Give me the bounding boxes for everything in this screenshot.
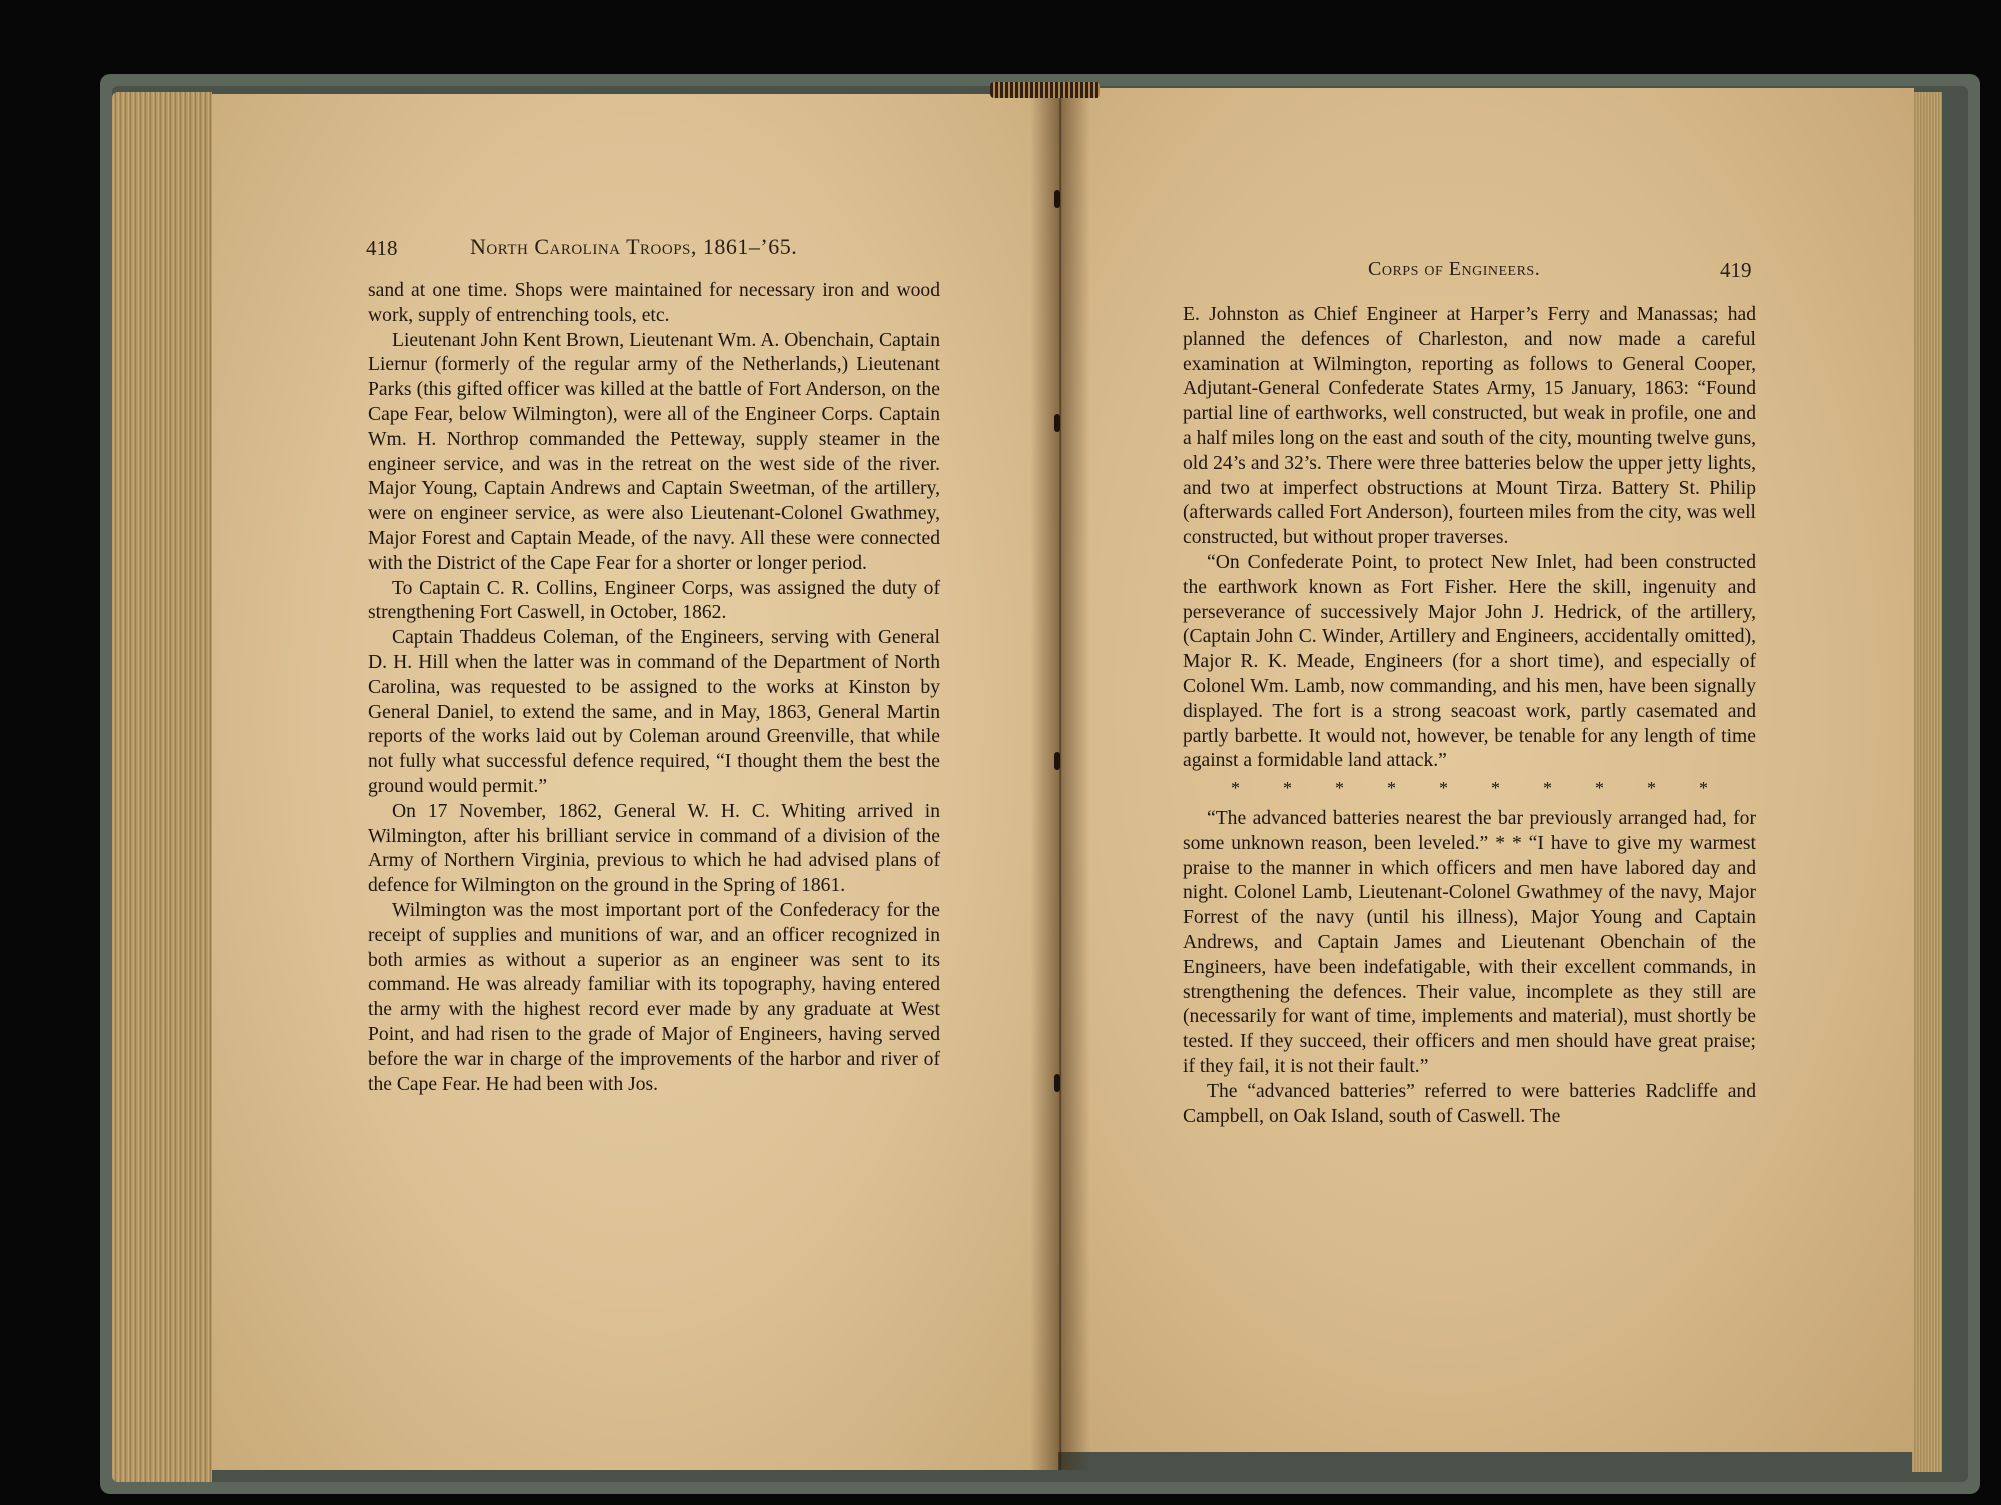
binding-stitch xyxy=(1054,190,1060,208)
paragraph: The “advanced batteries” referred to were batteries Radcliffe and Campbell, on Oak Island, south of Caswell. The xyxy=(1183,1080,1756,1127)
ellipsis-star: * xyxy=(1699,778,1708,799)
page-edges-left xyxy=(112,92,212,1482)
paragraph: On 17 November, 1862, General W. H. C. Whiting arrived in Wilmington, after his brilliant service in command of a division of the Army of Northern Virginia, previous to which he had advised plans of defence for Wilmington on the ground in the Spring of 1861. xyxy=(368,800,940,897)
ellipsis-star: * xyxy=(1387,778,1396,799)
paragraph: Captain Thaddeus Coleman, of the Engineers, serving with General D. H. Hill when the latter was in command of the Department of North Carolina, was requested to be assigned to the works at Kinston by General Daniel, to extend the same, and in May, 1863, General Martin reports of the works laid out by Coleman around Greenville, that while not fully what successful defence required, “I thought them the best the ground would permit.” xyxy=(368,627,940,797)
page-edges-right xyxy=(1912,92,1942,1472)
paragraph: Wilmington was the most important port of the Confederacy for the receipt of supplies and munitions of war, and an officer recognized in both armies as without a superior as an engineer was sent to its command. He was already familiar with its topography, having entered the army with the highest record ever made by any graduate at West Point, and had risen to the grade of Major of Engineers, having served before the war in charge of the improvements of the harbor and river of the Cape Fear. He had been with Jos. xyxy=(368,899,940,1095)
right-body-before-stars xyxy=(1183,303,1756,774)
ellipsis-star: * xyxy=(1335,778,1344,799)
right-body-after-stars xyxy=(1183,807,1756,1129)
ellipsis-star: * xyxy=(1283,778,1292,799)
paragraph: “On Confederate Point, to protect New Inlet, had been constructed the earthwork known as Fort Fisher. Here the skill, ingenuity and perseverance of successively Major John J. Hedrick, of the artillery, (Captain John C. Winder, Artillery and Engineers, accidentally omitted), Major R. K. Meade, Engineers (for a short time), and especially of Colonel Wm. Lamb, now commanding, and his men, have been signally displayed. The fort is a strong seacoast work, partly casemated and partly barbette. It would not, however, be tenable for any length of time against a formidable land attack.” xyxy=(1183,551,1756,772)
paragraph: sand at one time. Shops were maintained for necessary iron and wood work, supply of entrenching tools, etc. xyxy=(368,280,940,326)
binding-stitch xyxy=(1054,1074,1060,1092)
headband xyxy=(990,82,1100,98)
ellipsis-star: * xyxy=(1231,778,1240,799)
left-running-head: North Carolina Troops, 1861–’65. xyxy=(470,234,798,259)
left-page-number: 418 xyxy=(366,236,398,260)
binding-stitch xyxy=(1054,414,1060,432)
binding-stitch xyxy=(1054,752,1060,770)
ellipsis-star: * xyxy=(1647,778,1656,799)
book-gutter xyxy=(1030,90,1090,1470)
ellipsis-star: * xyxy=(1491,778,1500,799)
paragraph: To Captain C. R. Collins, Engineer Corps, was assigned the duty of strengthening Fort Caswell, in October, 1862. xyxy=(368,577,940,624)
right-running-head: Corps of Engineers. xyxy=(1368,258,1541,280)
ellipsis-stars xyxy=(1183,776,1756,801)
left-page-body xyxy=(368,279,940,1097)
ellipsis-star: * xyxy=(1543,778,1552,799)
paragraph: Lieutenant John Kent Brown, Lieutenant Wm. A. Obenchain, Captain Liernur (formerly of the regular army of the Netherlands,) Lieutenant Parks (this gifted officer was killed at the battle of Fort Anderson, on the Cape Fear, below Wilmington), were all of the Engineer Corps. Captain Wm. H. Northrop commanded the Petteway, supply steamer in the engineer service, and was in the retreat on the west side of the river. Major Young, Captain Andrews and Captain Sweetman, of the artillery, were on engineer service, as were also Lieutenant-Colonel Gwathmey, Major Forest and Captain Meade, of the navy. All these were connected with the District of the Cape Fear for a shorter or longer period. xyxy=(368,329,940,574)
right-page-body xyxy=(1183,303,1756,1129)
paragraph: “The advanced batteries nearest the bar previously arranged had, for some unknown reason, been leveled.” * * “I have to give my warmest praise to the manner in which officers and men have labored day and night. Colonel Lamb, Lieutenant-Colonel Gwathmey of the navy, Major Forrest of the navy (until his illness), Major Young and Captain Andrews, and Captain James and Lieutenant Obenchain of the Engineers, have been indefatigable, with their excellent commands, in strengthening the defences. Their value, incomplete as they still are (necessarily for want of time, implements and material), must shortly be tested. If they succeed, their officers and men should have great praise; if they fail, it is not their fault.” xyxy=(1183,807,1756,1077)
ellipsis-star: * xyxy=(1439,778,1448,799)
right-page-number: 419 xyxy=(1720,258,1752,282)
paragraph: E. Johnston as Chief Engineer at Harper’s Ferry and Manassas; had planned the defences of Charleston, and now made a careful examination at Wilmington, reporting as follows to General Cooper, Adjutant-General Confederate States Army, 15 January, 1863: “Found partial line of earthworks, well constructed, but weak in profile, one and a half miles long on the east and south of the city, mounting twelve guns, old 24’s and 32’s. There were three batteries below the upper jetty lights, and two at imperfect obstructions at Mount Tirza. Battery St. Philip (afterwards called Fort Anderson), fourteen miles from the city, was well constructed, but without proper traverses. xyxy=(1183,304,1756,549)
ellipsis-star: * xyxy=(1595,778,1604,799)
